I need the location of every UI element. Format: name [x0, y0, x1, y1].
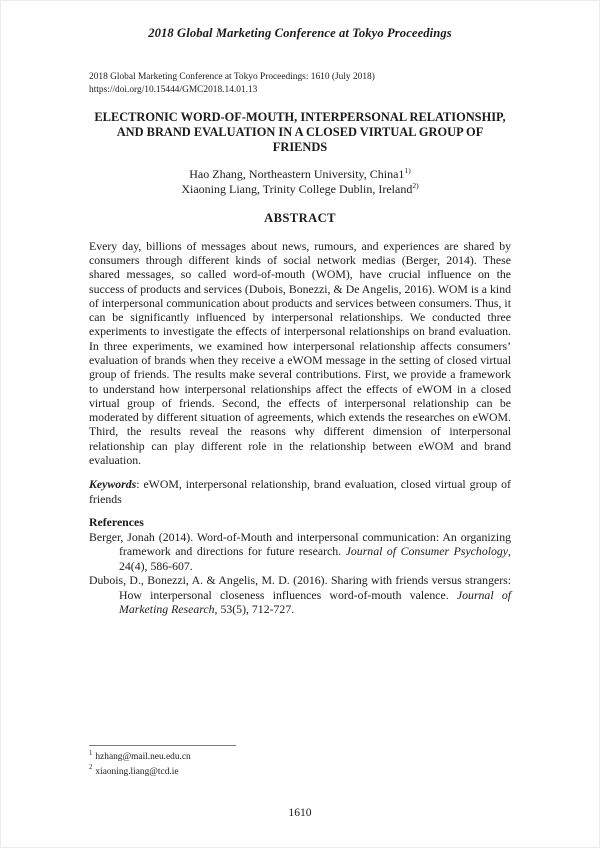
footnote-line: [89, 765, 513, 780]
reference-pages: , 53(5), 712-727.: [214, 602, 295, 617]
author-footnote-marker: 2): [412, 181, 419, 191]
abstract-text: Every day, billions of messages about news, rumours, and experiences are shared by consumers through different kinds of social network medias (Berger, 2014). These shared messages, so called word-of-mouth (WOM), have crucial influence on the success of products and services (Dubois, Bonezzi, & De Angelis, 2016). WOM is a kind of interpersonal communication about products and services between consumers. Thus, it can be significantly influenced by interpersonal relationships. We conducted three experiments to investigate the effects of interpersonal relationships on brand evaluation. In three experiments, we examined how interpersonal relationship affects consumers’ evaluation of brands when they receive a eWOM message in the setting of closed virtual group of friends. The results make several contributions. First, we provide a framework to understand how interpersonal relationships affect the effects of eWOM in a closed virtual group of friends. Second, the effects of interpersonal relationship can be moderated by different situation of agreements, which extends the researches on eWOM. Third, the results reveal the reasons why different dimension of interpersonal relationship can play different role in the relationship between eWOM and brand evaluation.: [89, 238, 511, 468]
reference-pages: , 24(4), 586-607.: [119, 544, 511, 573]
paper-title-line-1: ELECTRONIC WORD-OF-MOUTH, INTERPERSONAL RELATIONSHIP,: [94, 110, 506, 124]
page-number: 1610: [288, 806, 312, 819]
reference-text: Berger, Jonah (2014). Word-of-Mouth and interpersonal communication: An organizing framework and directions for future research.: [89, 529, 511, 559]
author-name: Xiaoning Liang, Trinity College Dublin, Ireland: [181, 182, 413, 197]
doi-link[interactable]: https://doi.org/10.15444/GMC2018.14.01.13: [89, 84, 258, 95]
paper-title-line-2: AND BRAND EVALUATION IN A CLOSED VIRTUAL GROUP OF FRIENDS: [116, 125, 484, 155]
references-heading: References: [89, 514, 144, 529]
reference-journal: Journal of Marketing Research: [119, 587, 511, 617]
footnote-marker: 1: [89, 749, 93, 757]
reference-entry: [89, 530, 511, 574]
footnote-email: hzhang@mail.neu.edu.cn: [95, 752, 191, 762]
running-head: 2018 Global Marketing Conference at Tokyo Proceedings: [148, 26, 452, 40]
footnote-email: xiaoning.liang@tcd.ie: [95, 766, 179, 777]
keywords-text: : eWOM, interpersonal relationship, brand evaluation, closed virtual group of friends: [89, 477, 511, 506]
footnote-divider: [89, 745, 236, 746]
author-list: [89, 167, 511, 198]
reference-text: Dubois, D., Bonezzi, A. & Angelis, M. D. (2016). Sharing with friends versus strangers: How interpersonal closeness influences word-of-mouth valence.: [89, 573, 511, 602]
footnote-line: [89, 750, 513, 765]
footnote-block: [89, 745, 513, 779]
author-line: [89, 167, 511, 183]
author-name: Hao Zhang, Northeastern University, China1: [189, 166, 405, 181]
author-line: [89, 182, 511, 198]
abstract-heading: ABSTRACT: [264, 210, 336, 225]
paper-title: [89, 110, 511, 156]
footnote-marker: 2: [89, 764, 93, 772]
author-footnote-marker: 1): [404, 165, 411, 175]
keywords-label: Keywords: [89, 477, 137, 492]
citation-line: 2018 Global Marketing Conference at Tokyo Proceedings: 1610 (July 2018): [89, 72, 375, 82]
citation-block: [89, 71, 511, 96]
reference-entry: [89, 573, 511, 617]
reference-journal: Journal of Consumer Psychology: [345, 544, 509, 559]
keywords-line: [89, 477, 511, 506]
